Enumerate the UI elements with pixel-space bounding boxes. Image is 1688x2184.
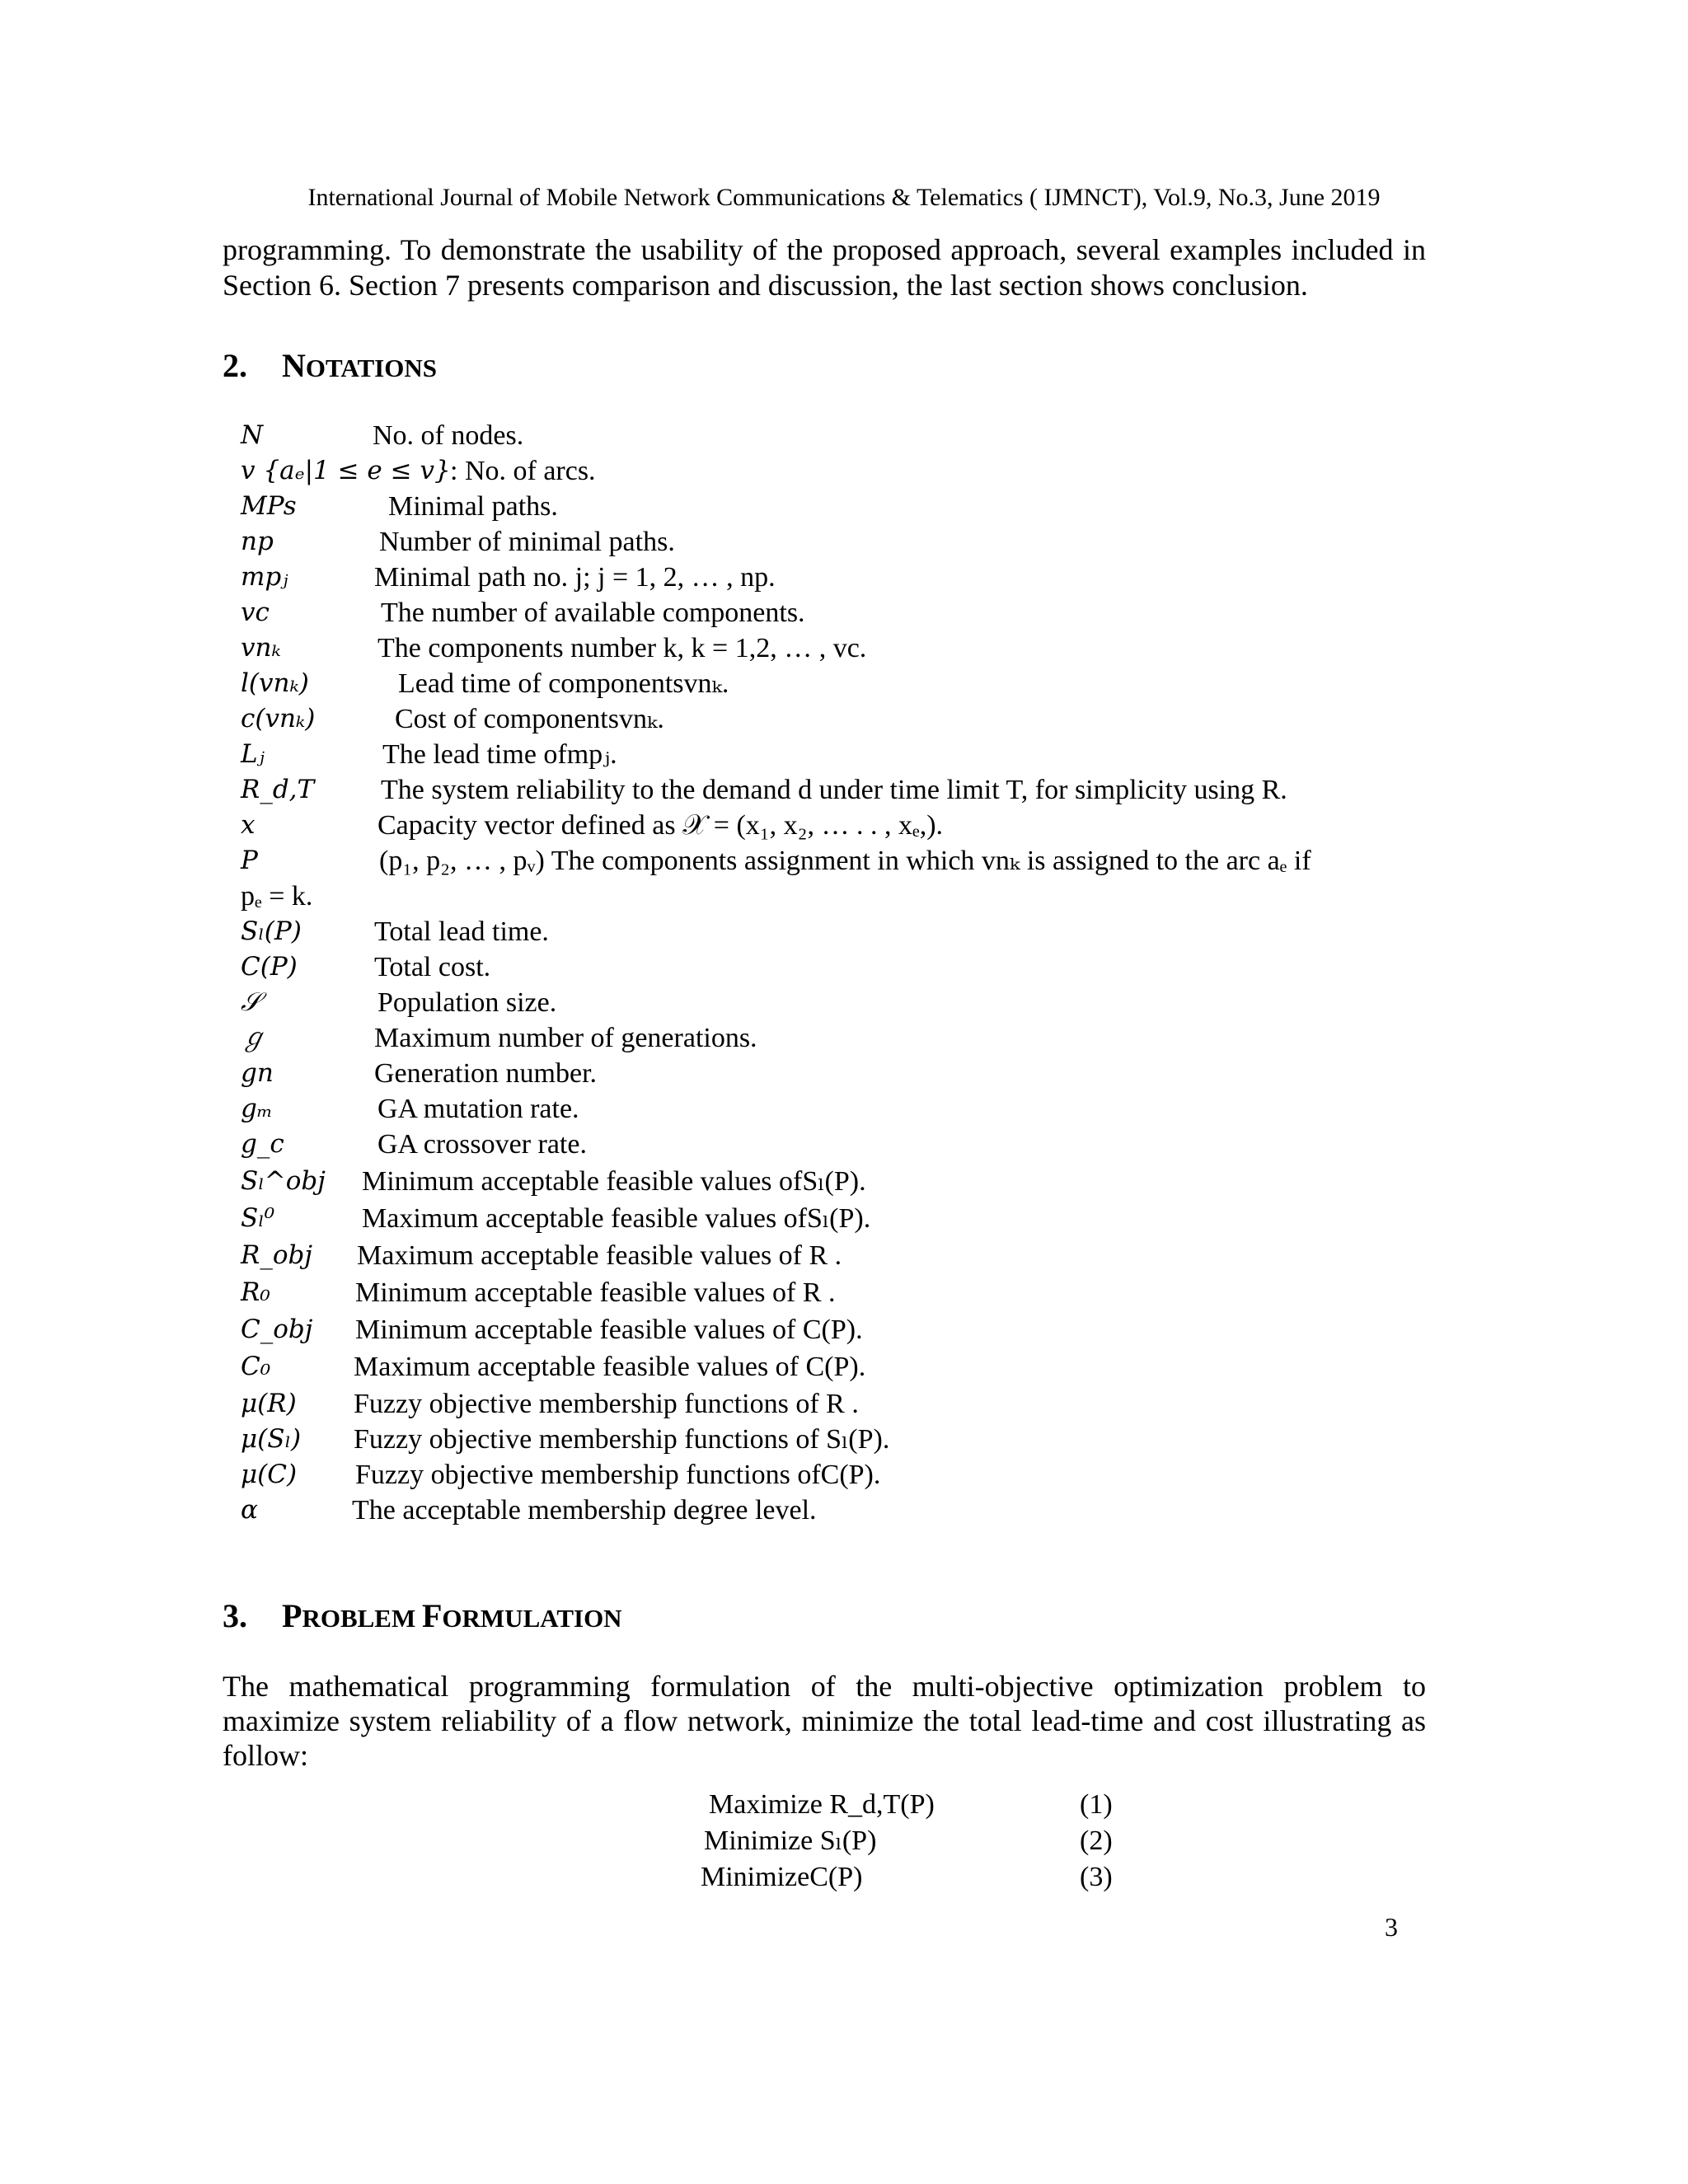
notation-description: The system reliability to the demand d under time limit T, for simplicity using R. — [381, 775, 1287, 805]
notation-description: Capacity vector defined as 𝒳 = (x₁, x₂, … . . , xₑ,). — [377, 810, 944, 841]
section-3-heading — [223, 1596, 622, 1638]
notation-description: Cost of componentsvnₖ. — [395, 704, 664, 734]
formulation-paragraph: The mathematical programming formulation of the multi-objective optimization problem to maximize system reliability of a flow network, minimize the total lead-time and cost illustrating as follow: — [223, 1670, 1426, 1772]
notation-description: The number of available components. — [381, 598, 805, 628]
notation-symbol: P — [241, 846, 258, 875]
section-3-title-initial-1: P — [282, 1597, 302, 1634]
notation-description: Minimal path no. j; j = 1, 2, … , np. — [374, 562, 776, 593]
notation-description: The components number k, k = 1,2, … , vc. — [377, 633, 867, 663]
notation-description: : No. of arcs. — [450, 456, 596, 486]
notation-symbol: vnₖ — [241, 633, 281, 663]
notation-description: GA mutation rate. — [377, 1094, 579, 1124]
section-2-title-rest: OTATIONS — [305, 354, 437, 382]
equation-text: MinimizeC(P) — [701, 1862, 863, 1892]
notation-description: Minimum acceptable feasible values of R . — [355, 1277, 836, 1308]
notation-symbol: μ(Sₗ) — [241, 1424, 302, 1454]
notation-symbol: μ(R) — [241, 1389, 297, 1418]
notation-description: Total cost. — [374, 952, 491, 982]
section-3-number: 3. — [223, 1597, 247, 1634]
intro-paragraph: programming. To demonstrate the usability of the proposed approach, several examples included in Section 6. Section 7 presents comparison and discussion, the last section shows conclusion. — [223, 233, 1426, 302]
notation-symbol: Sₗ(P) — [241, 916, 302, 946]
notation-symbol: C(P) — [241, 952, 298, 982]
section-2-heading — [223, 346, 437, 388]
notation-symbol: vc — [241, 598, 270, 627]
notation-description: GA crossover rate. — [377, 1129, 587, 1160]
notation-symbol: np — [241, 527, 274, 556]
notation-symbol: Sₗ⁰ — [241, 1203, 275, 1233]
page-number: 3 — [1385, 1912, 1398, 1942]
notation-symbol: C₀ — [241, 1352, 271, 1381]
equation-number: (1) — [1080, 1789, 1113, 1820]
section-3-title-initial-2: F — [421, 1597, 443, 1634]
notation-description: The lead time ofmpⱼ. — [382, 739, 617, 770]
notation-continuation: pₑ = k. — [241, 881, 313, 912]
notation-description: Maximum acceptable feasible values of R . — [357, 1240, 842, 1271]
notation-symbol: α — [241, 1495, 258, 1525]
notation-symbol: g_c — [241, 1129, 284, 1159]
notation-symbol: Lⱼ — [241, 739, 265, 769]
notation-symbol: C_obj — [241, 1315, 313, 1344]
equation-number: (2) — [1080, 1825, 1113, 1856]
notation-symbol: R_d,T — [241, 775, 315, 804]
section-2-title-initial: N — [282, 347, 306, 384]
journal-header: International Journal of Mobile Network Communications & Telematics ( IJMNCT), Vol.9, No.3, June 2019 — [307, 184, 1381, 211]
equation-text: Minimize Sₗ(P) — [704, 1825, 877, 1856]
notation-description: Minimal paths. — [388, 491, 558, 522]
notation-symbol: μ(C) — [241, 1460, 298, 1489]
notation-description: Generation number. — [374, 1058, 598, 1089]
notation-description: Fuzzy objective membership functions of Sₗ(P). — [354, 1424, 890, 1455]
notation-description: Number of minimal paths. — [379, 527, 675, 557]
notation-description: The acceptable membership degree level. — [352, 1495, 817, 1526]
notation-symbol: N — [241, 420, 264, 450]
section-3-title-rest-1: ROBLEM — [302, 1604, 422, 1633]
notation-description: Maximum acceptable feasible values ofSₗ(P). — [362, 1203, 871, 1234]
notation-symbol: Sₗ^obj — [241, 1166, 326, 1196]
equation-number: (3) — [1080, 1862, 1113, 1892]
equation-text: Maximize R_d,T(P) — [709, 1789, 935, 1820]
notation-symbol: R₀ — [241, 1277, 270, 1307]
notation-symbol: v {aₑ|1 ≤ e ≤ v} — [241, 456, 451, 485]
notation-description: Total lead time. — [374, 916, 549, 947]
notation-description: Lead time of componentsvnₖ. — [398, 668, 729, 699]
notation-symbol: R_obj — [241, 1240, 312, 1270]
notation-description: Maximum acceptable feasible values of C(P). — [354, 1352, 866, 1382]
notation-description: Minimum acceptable feasible values of C(P). — [355, 1315, 863, 1345]
notation-symbol: mpⱼ — [241, 562, 288, 592]
section-3-title-rest-2: ORMULATION — [442, 1604, 622, 1633]
notation-description: Maximum number of generations. — [374, 1023, 757, 1053]
notation-symbol: MPs — [241, 491, 297, 521]
notation-symbol: gn — [241, 1058, 274, 1088]
notation-symbol: 𝒮 — [241, 987, 260, 1017]
notation-description: Fuzzy objective membership functions ofC(P). — [355, 1460, 881, 1490]
notation-symbol: ℊ — [241, 1023, 266, 1052]
notation-description: (p₁, p₂, … , pᵥ) The components assignment in which vnₖ is assigned to the arc aₑ if — [379, 846, 1311, 876]
notation-symbol: x — [241, 810, 256, 840]
notation-description: Population size. — [377, 987, 557, 1018]
notation-symbol: gₘ — [241, 1094, 273, 1123]
notation-description: Fuzzy objective membership functions of R . — [354, 1389, 859, 1419]
section-2-number: 2. — [223, 347, 247, 384]
notation-description: No. of nodes. — [373, 420, 524, 451]
notation-symbol: l(vnₖ) — [241, 668, 309, 698]
notation-description: Minimum acceptable feasible values ofSₗ(P). — [362, 1166, 866, 1197]
notation-symbol: c(vnₖ) — [241, 704, 316, 733]
